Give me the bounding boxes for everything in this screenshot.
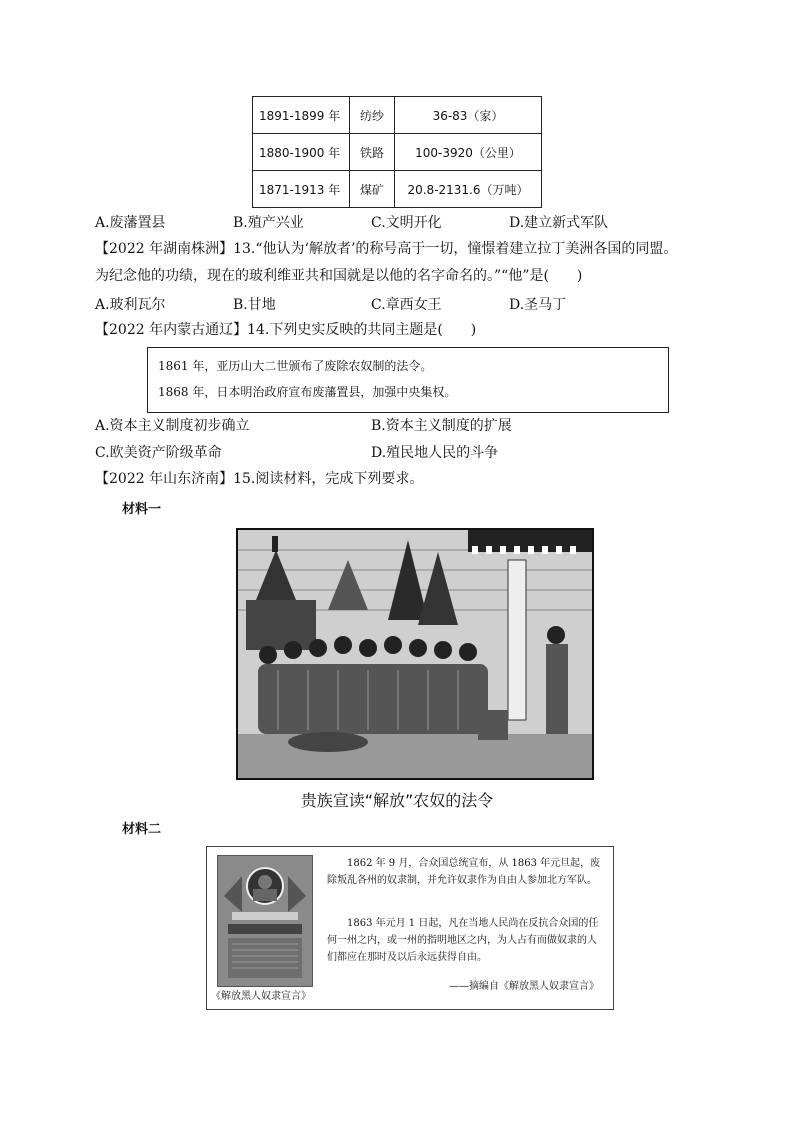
question-13-stem-line2: 为纪念他的功绩，现在的玻利维亚共和国就是以他的名字命名的。”“他”是( ) [95, 268, 583, 284]
table-cell: 纺纱 [350, 97, 395, 134]
question-13-stem-line1: 【2022 年湖南株洲】13.“他认为‘解放者’的称号高于一切，憧憬着建立拉丁美洲各国的同盟。 [95, 241, 678, 257]
question-14-stem: 【2022 年内蒙古通辽】14.下列史实反映的共同主题是( ) [95, 322, 477, 338]
option-b: B.甘地 [233, 297, 276, 313]
table-cell: 36-83（家） [395, 97, 542, 134]
option-c: C.章西女王 [371, 297, 442, 313]
industry-growth-table [252, 96, 542, 208]
table-cell: 1880-1900 年 [253, 134, 350, 171]
material-2-paragraph-1: 1862 年 9 月，合众国总统宣布，从 1863 年元旦起，废除叛乱各州的奴隶制，并允许奴隶作为自由人参加北方军队。 [327, 858, 601, 886]
table-row [253, 97, 542, 134]
option-d: D.圣马丁 [509, 297, 567, 313]
table-cell: 1871-1913 年 [253, 171, 350, 208]
option-c: C.文明开化 [371, 215, 442, 231]
option-a: A.玻利瓦尔 [95, 297, 166, 313]
material-2-box [206, 846, 614, 1010]
serf-emancipation-engraving [236, 528, 594, 780]
question-14-material-box [147, 347, 669, 413]
option-b: B.资本主义制度的扩展 [371, 418, 512, 434]
material-2-label: 材料二 [122, 822, 162, 837]
material-1-label: 材料一 [122, 502, 162, 517]
material-2-citation: ——摘编自《解放黑人奴隶宣言》 [449, 981, 599, 992]
material-line: 1868 年，日本明治政府宣布废藩置县，加强中央集权。 [158, 385, 457, 399]
table-row [253, 171, 542, 208]
table-row [253, 134, 542, 171]
table-cell: 铁路 [350, 134, 395, 171]
material-2-paragraph-2: 1863 年元月 1 日起，凡在当地人民尚在反抗合众国的任何一州之内，或一州的指明地区之内，为人占有而做奴隶的人们都应在那时及以后永远获得自由。 [327, 918, 599, 963]
table-cell: 20.8-2131.6（万吨） [395, 171, 542, 208]
material-2-image-caption: 《解放黑人奴隶宣言》 [211, 991, 311, 1002]
option-b: B.殖产兴业 [233, 215, 304, 231]
material-1-caption: 贵族宣读“解放”农奴的法令 [300, 791, 494, 810]
table-cell: 1891-1899 年 [253, 97, 350, 134]
table-cell: 煤矿 [350, 171, 395, 208]
option-d: D.殖民地人民的斗争 [371, 445, 499, 461]
question-15-stem: 【2022 年山东济南】15.阅读材料，完成下列要求。 [95, 471, 424, 487]
table-cell: 100-3920（公里） [395, 134, 542, 171]
option-d: D.建立新式军队 [509, 215, 609, 231]
material-line: 1861 年，亚历山大二世颁布了废除农奴制的法令。 [158, 359, 433, 373]
option-a: A.废藩置县 [95, 215, 166, 231]
option-c: C.欧美资产阶级革命 [95, 445, 222, 461]
option-a: A.资本主义制度初步确立 [95, 418, 250, 434]
emancipation-proclamation-image [217, 855, 313, 987]
